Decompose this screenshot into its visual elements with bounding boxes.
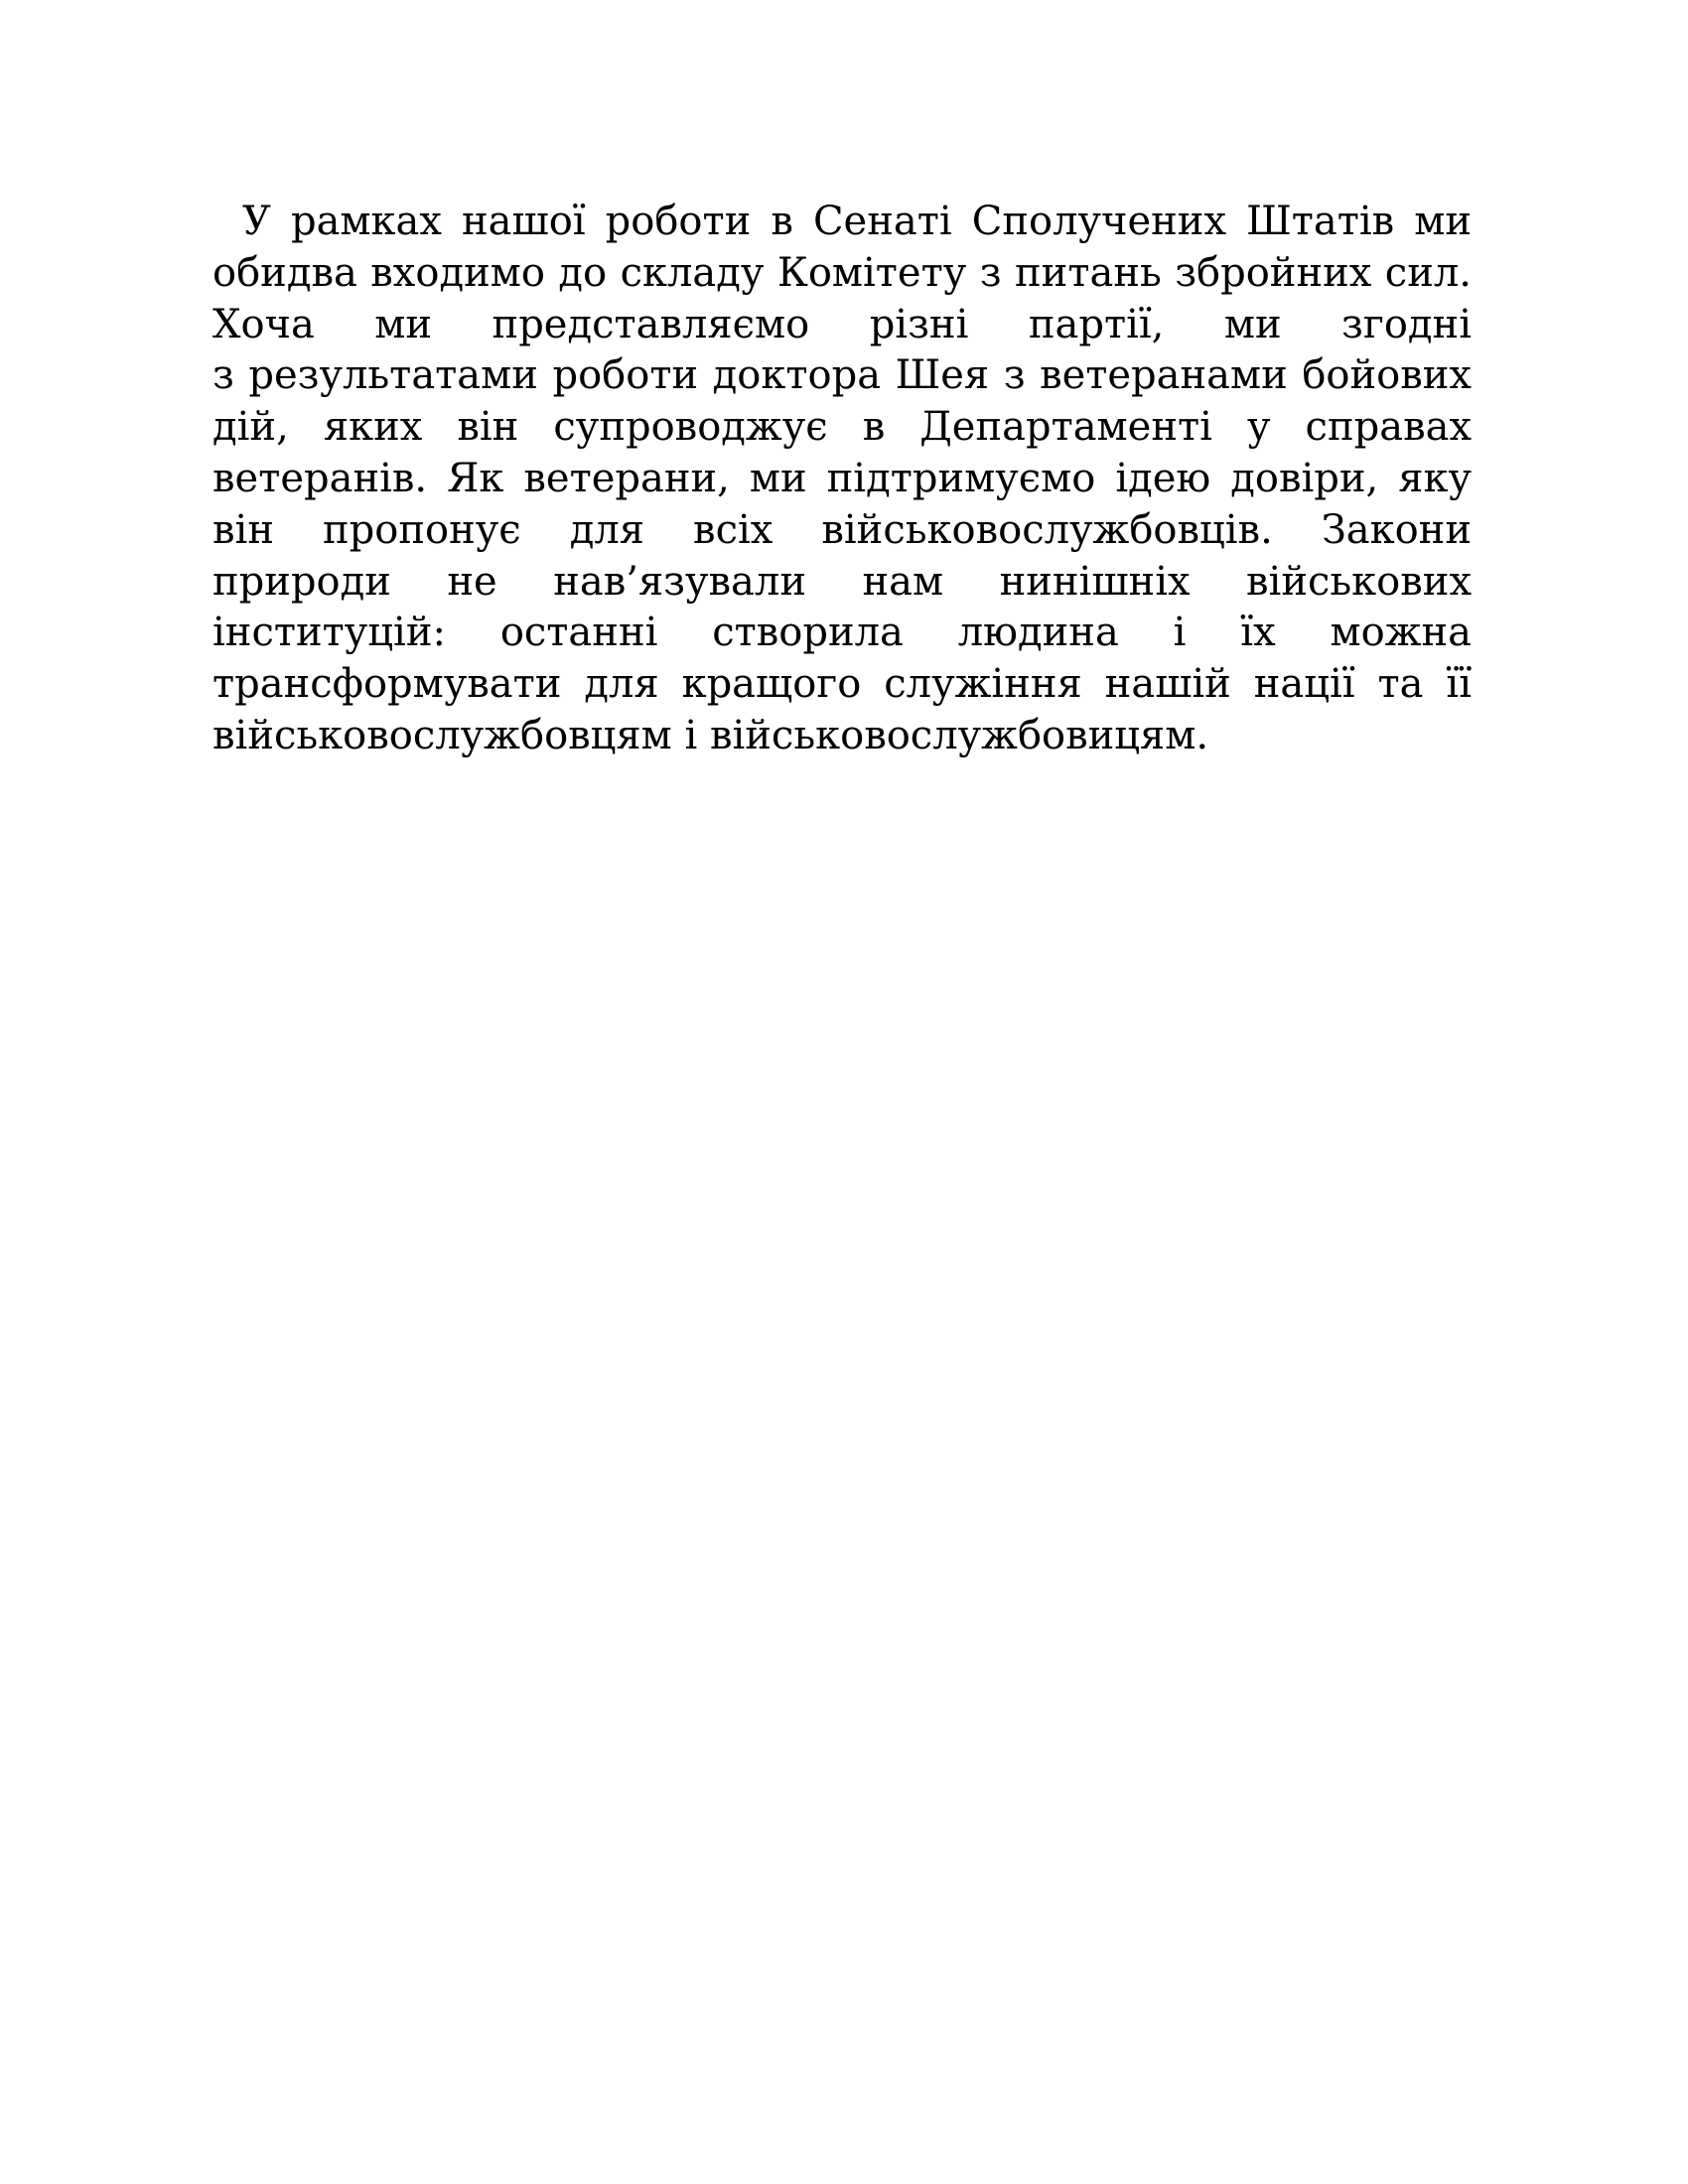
paragraph-line: ветеранів. Як ветерани, ми підтримуємо ідею довіри, яку [212, 455, 1472, 501]
paragraph-line: з результатами роботи доктора Шея з ветеранами бойових [212, 352, 1472, 399]
body-paragraph [212, 197, 1472, 762]
paragraph-line: У рамках нашої роботи в Сенаті Сполучених Штатів ми [242, 199, 1472, 244]
paragraph-line: інституцій: останні створила людина і їх можна [212, 610, 1472, 656]
paragraph-line: він пропонує для всіх військовослужбовців. Закони [212, 506, 1472, 553]
paragraph-line: природи не нав’язували нам нинішніх військових [212, 558, 1472, 605]
paragraph-line: обидва входимо до складу Комітету з питань збройних сил. [212, 249, 1472, 296]
paragraph-line: Хоча ми представляємо різні партії, ми згодні [212, 301, 1472, 347]
paragraph-line: трансформувати для кращого служіння нашій нації та її [212, 661, 1472, 708]
paragraph-line: дій, яких він супроводжує в Департаменті у справах [212, 404, 1472, 451]
paragraph-line: військовослужбовцям і військовослужбовицям. [212, 712, 1209, 758]
